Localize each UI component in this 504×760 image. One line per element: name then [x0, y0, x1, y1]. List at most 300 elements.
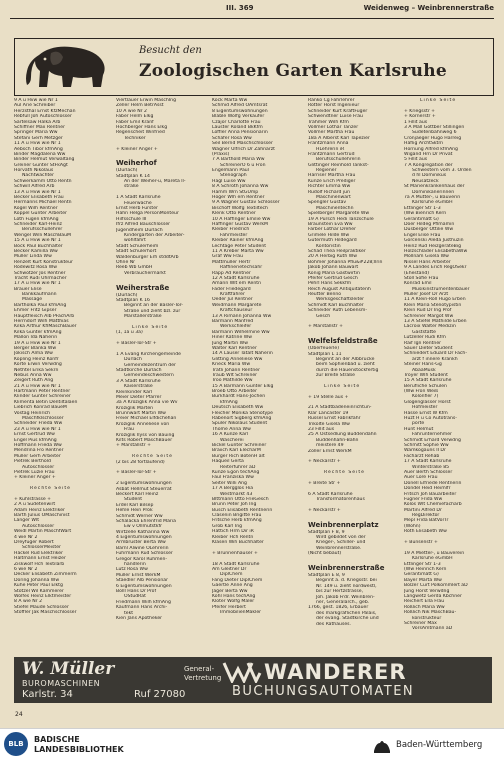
directory-line: Ifrz Alfred Bauschlosser [116, 222, 171, 228]
directory-line: Blttmann Otto FrieGesch [212, 496, 269, 502]
directory-line: 18 A Stadt Karlsruhe [212, 561, 260, 567]
directory-line: Rechte Seite [324, 470, 365, 476]
directory-line: Reeb Wb GmbH [116, 265, 153, 271]
directory-line: Bickel Günter Schreiner [212, 443, 267, 448]
wanderer-logo-icon [222, 661, 262, 683]
directory-line: 4 Eigentumswohnungen [116, 535, 172, 541]
directory-line: Deutsch Elisabeth Ww [212, 405, 264, 411]
directory-line: Wird gebildet von der [316, 535, 366, 541]
directory-line: Mattmüller Hertr [212, 259, 251, 265]
directory-line [116, 276, 208, 281]
directory-line: Stadtplan K 16 [116, 297, 150, 303]
directory-line: 3 A Stadt Karlsruhe [116, 378, 161, 384]
directory-line: Stadtplan L 11 [308, 351, 342, 357]
directory-line: Hattich Hrm Dir iR [212, 529, 254, 535]
directory-line: RegDirektor [412, 513, 440, 519]
directory-line: Kleiber Friedrich [212, 227, 250, 233]
directory-line: Lauster Roland BkKfm [212, 124, 263, 130]
directory-line: SchlosserMeister [22, 545, 61, 551]
directory-line: 17 A Bergglos Hia [212, 486, 254, 492]
directory-line: Aul Arie Schreiber [14, 103, 56, 109]
directory-line: SchreinerO 6 ü Fron [220, 162, 266, 168]
directory-line: 20 A Herbig Ruth Ww [308, 254, 358, 260]
directory-line: Trahmer Wilh Kfm [308, 119, 349, 125]
directory-line: Gesch [316, 313, 331, 319]
directory-line: Kleinkinder Karl [116, 389, 153, 395]
directory-line: Schiffner Max Rentner [14, 124, 65, 130]
directory-line: Barth Julius OMaschinist [14, 513, 70, 519]
directory-line: Doer Hildeg Pflmamin [404, 221, 455, 227]
directory-line: Gorcenski Aleda Justhuzin [404, 238, 464, 244]
directory-line: Beginnt an der Basler-Tor- [124, 303, 183, 309]
directory-line: Dominikanerinnen [412, 189, 455, 195]
directory-line: 9 A Wagner Gustav Schlosser [212, 200, 280, 206]
directory-line: Ohne Nr [116, 259, 136, 265]
directory-line: Ernst Gertrud Ww [14, 432, 55, 438]
directory-line: Sauer Dieter Student [404, 345, 453, 351]
directory-line: Schneider Ruth Lebensm- [308, 308, 368, 314]
directory-line: Gerantimatt G) [404, 572, 439, 578]
directory-line: Mepl Frida BatVorTr [404, 518, 449, 524]
directory-line: Facharzt Rehab [404, 453, 440, 459]
directory-line: 21 A ü Hvw wie Nr 1 [14, 383, 61, 389]
directory-line: Grob Karl Ing [212, 523, 243, 529]
directory-line: Faul Franziska Ww [212, 475, 254, 481]
directory-line: Erdel Karl Bilsep [116, 502, 154, 508]
directory-line: Renzelt Kurt Konstrukteur [14, 259, 73, 265]
directory-line: Fahrunternehmer [412, 432, 452, 438]
library-line-1: BADISCHE [34, 735, 80, 744]
directory-line: Klein Rud Dr Ing Prof [404, 308, 452, 314]
directory-line: Aebsch Tibor kfmAng [14, 146, 63, 152]
directory-line: Rüssel Ernst Fabrikfahr [308, 416, 361, 422]
directory-line: Hiner Katrine Ww [212, 335, 253, 341]
directory-line: Hunt Helmut [404, 426, 434, 432]
directory-line: Feuerwache [124, 200, 152, 206]
directory-line: (1, 1a u 3a) [116, 330, 143, 336]
directory-line: Walter Karl Rentner [212, 345, 257, 351]
directory-line: Kuhe Peter Paul Elktg [14, 583, 63, 589]
directory-line: + Kleiner Anger + [116, 146, 158, 152]
directory-line: Haffinger Gustav WerkM [212, 221, 268, 227]
directory-line: Zeigert Ruth Ang [14, 378, 54, 384]
directory-line: Autoschlosser [22, 464, 55, 470]
directory-line: 21 A Stadtbadeneinrichtun- [308, 405, 372, 411]
directory-line: bis zur Hertzstrasse, [316, 589, 364, 595]
directory-line: Hartmann Peter Rentner [14, 389, 71, 395]
directory-line: Engel Elise Frau [404, 232, 441, 238]
directory-line: Kroziglik Anneliese von [116, 421, 170, 427]
directory-line: Raif Ign Rentner [404, 340, 442, 346]
directory-line: Fritsche Herb kfmAng [212, 518, 262, 524]
directory-line: Linke Seite [324, 383, 361, 389]
directory-line: + 19 Stelle aus + [308, 394, 349, 400]
directory-line: Binder Helmut Verwaltang [14, 157, 75, 163]
directory-line: Berger Blanka Ww [14, 345, 57, 351]
directory-line: straße [124, 184, 139, 190]
directory-line: Oeder Jul Rentner [212, 297, 253, 303]
directory-line: Stenograph [220, 173, 247, 179]
directory-line: Graf Ww Frau [212, 254, 244, 260]
directory-line: Rotter Horst Ingenieur [308, 103, 360, 109]
directory-line: Martini Alfred Dr [404, 507, 442, 513]
directory-line: Faber Helm Elkg [116, 114, 154, 120]
directory-line: Rapp Ad Rentner [212, 270, 251, 276]
directory-line: Berufsschullehrerin [316, 157, 361, 163]
mueller-address: Karlstr. 34 [22, 689, 73, 700]
directory-line: Busch Elisabeth Rentnerin [212, 507, 273, 513]
directory-line: des Rathauses. [316, 621, 352, 627]
directory-line: Müller Linda Ww [14, 254, 52, 260]
directory-line: 9 A Landes Erich RegOSekr [404, 265, 467, 271]
directory-line: + Basler-Tor-Str + [116, 470, 157, 476]
directory-line: Langer Wlt [14, 518, 39, 524]
directory-line: + Marstallstr + [308, 324, 343, 330]
directory-line: Köppel Günter Arbeiter [14, 211, 67, 217]
directory-line: 19 A Pursch Hedi Tanzschule [308, 216, 374, 222]
directory-line: Kilts Robert MaschBauer [116, 438, 173, 444]
directory-line: Schad Thea Heilpraktiker [308, 248, 366, 254]
directory-line: Lutzeller Rudi Kfm [404, 335, 446, 341]
directory-line: Frantzmann Gertrud [308, 151, 355, 157]
directory-line: Bölll Hans Dr Prof [116, 588, 157, 594]
directory-line: Hofmeister [412, 405, 438, 411]
directory-line: 19 A Mietter-, u Bauverein [404, 550, 465, 556]
directory-line: Rößlich Nik MaschBau- [404, 610, 457, 616]
directory-line: Armbruster Berta Ww [116, 540, 166, 546]
directory-line: Mollnam Gisela Ww [404, 254, 449, 260]
directory-line: Kontoristin [316, 243, 341, 249]
blb-logo[interactable]: BLB [4, 732, 28, 756]
directory-line: Pfeifer Gertrud Gesch [308, 275, 358, 281]
directory-line: durch die Hauenstockfertig [316, 367, 379, 373]
directory-line: Ranko Cg Fahrlehrer [308, 98, 355, 103]
directory-line: Bärmann Manfred [212, 319, 254, 325]
directory-line: Stoll Sofie Frau [404, 275, 439, 281]
directory-line: Stadtplan F 8, 9 [308, 529, 345, 535]
directory-columns [14, 98, 496, 653]
directory-line: (Nicht bebaut) [308, 551, 342, 557]
directory-line: Sartelsaw Halka Arb [14, 119, 61, 125]
directory-line [308, 513, 400, 518]
directory-line: 6 A Stadt Karlsruhe [308, 491, 353, 497]
wanderer-brand: WANDERER [264, 660, 407, 684]
directory-line: Holzschläder ElisabethaWw [404, 248, 468, 254]
directory-line: Berufliche Schulen [404, 383, 447, 389]
header-rule [10, 18, 494, 19]
directory-line: Straße und zieht bzl. zur [124, 308, 181, 314]
directory-line: + Basler-Tor-Str + [116, 341, 157, 347]
library-line-2: LANDESBIBLIOTHEK [34, 745, 124, 754]
directory-line: Maschinenwart [316, 195, 351, 201]
page-number: 24 [15, 711, 23, 718]
directory-line: 8 A wie Nr 2 [14, 599, 43, 605]
mueller-phone: Ruf 27080 [134, 689, 186, 700]
directory-line: Brauer Elise [14, 286, 42, 292]
directory-line: 1 A Stadt Karlsruhe [116, 195, 161, 201]
directory-line: AbaaMüsk [412, 367, 436, 373]
directory-line: Rechte Seite [132, 454, 173, 460]
directory-line: Stötzel Wil Kämmerer [14, 588, 64, 594]
directory-line: Vostag Heinrich [14, 410, 51, 416]
directory-line: Cronjaeger Hugo Harreig [404, 135, 462, 141]
directory-line: Stöffler Jak Maschschlosser [14, 610, 77, 616]
directory-line: Klein Maria Stenotypistin [404, 302, 462, 308]
directory-line: Jung Martin Ww [212, 340, 248, 346]
directory-line: porte [412, 421, 425, 427]
directory-line: Stadtplan E 8, 9 [308, 573, 345, 579]
directory-line: Braiich Karl ElecharM [212, 448, 261, 454]
directory-line: Schneider Kurt KraftFüger [308, 108, 368, 114]
directory-line: Weinbrennerstraße [308, 564, 385, 573]
column-4 [308, 98, 400, 653]
directory-line: Köck Marta Ww [212, 98, 248, 103]
directory-line: wohlfahrt [124, 238, 146, 244]
directory-line: 8 Eigentumswohnungen [212, 108, 268, 114]
directory-line: kfmAng [220, 399, 238, 405]
directory-line: Weidmann Margarete [212, 302, 262, 308]
directory-line: Klenk Otto Rentner [212, 211, 256, 217]
directory-line: Zöller Ernst WerkM [308, 448, 352, 454]
directory-line: Krieger-, Schiller- und [316, 540, 366, 546]
directory-line: Hoffmann Frieda Ww [14, 443, 62, 448]
directory-line: Dusberger Ottilie Ww [404, 227, 454, 233]
directory-line: Wäscherei [220, 437, 244, 443]
directory-line: Troyer Wlh Student [404, 372, 448, 378]
directory-line: HLehrerin iR [316, 146, 345, 152]
directory-line: Steiner Hans-Gg [404, 362, 442, 368]
mueller-brand: W. Müller [22, 659, 115, 679]
directory-line: Häflig ArchtSktrn [404, 141, 444, 147]
directory-line: (Wohn) [404, 523, 421, 529]
directory-line: Schmitt Sophie Ww [404, 443, 449, 448]
directory-line: St Marienkrankenhaus der [404, 184, 465, 190]
directory-line: arzt f innere Krankh [412, 356, 458, 362]
directory-line: 10 A wie Nr 2 [116, 108, 147, 114]
directory-line: 15 A ü Hvw wie Nr 1 [14, 238, 61, 244]
directory-line: Zeller Helm BetrAsst [116, 103, 164, 109]
directory-line: Hahn Helga PersonMonteur [116, 211, 179, 217]
directory-line: Regiener [316, 168, 337, 174]
directory-line: Schmidt Karl Buchhalter [308, 302, 364, 308]
directory-line: Langwetz Gerda Kbchner [404, 593, 462, 599]
directory-line: Becker Kamilla Ww [14, 248, 58, 254]
directory-line: Ernst Herb Fürster [116, 206, 158, 212]
directory-line: Müller Ernst WerkM [116, 572, 161, 578]
directory-line: Lechtage Peter Student [212, 243, 267, 249]
directory-line: Klinder Günter Schreiner [14, 394, 71, 400]
directory-line: Grimele Hilde Ww [308, 232, 350, 238]
directory-line: Hamm Wrn StGUmp [212, 189, 259, 195]
directory-line: Barnl Alwine OLehrerin [116, 545, 169, 551]
directory-line: Werksgeschäftsleiter [316, 297, 365, 303]
directory-line: beim Sophienbad u. zieht [316, 362, 375, 368]
directory-line: Müller Gerh Arbeiter [14, 453, 61, 459]
directory-line: Greiner Günter StFkAgt [14, 162, 68, 168]
directory-line: des markgräflichen Palais, [316, 610, 377, 616]
directory-line: Wagner Ulfrich Dr Zahnarzt [212, 146, 275, 152]
directory-line: 5 Fillit aus [404, 157, 428, 163]
directory-line: Klimenta Betin Dentiltalaen [14, 399, 78, 405]
directory-line: Springer Maria Ww [14, 130, 58, 136]
directory-line: Am Gleitner Dr [212, 566, 247, 572]
directory-line: Kraftfahrer [220, 292, 245, 298]
directory-line: Faber Emil Kranf [116, 119, 154, 125]
directory-line: Thome Anna Ww [212, 426, 251, 432]
directory-line: Böck Paul Buchhalter [14, 243, 63, 249]
directory-line: Brunnwart Martin Ww [116, 411, 166, 417]
directory-line: Schwill Alfred Arb [14, 184, 55, 190]
directory-line: 11 A Klein-Röll Hugo Erben [404, 297, 466, 303]
directory-line: Weiherstraße [116, 283, 170, 292]
directory-line: 8 A Schroth Johanna Ww [212, 184, 269, 190]
directory-line: Nethtel Erika Sekrn [14, 367, 59, 373]
general-line-1: General- [184, 665, 215, 673]
directory-line: Weinbrennerstraße. [316, 545, 362, 551]
booking-machines-label: BUCHUNGSAUTOMATEN [232, 684, 415, 699]
directory-line: Verbrauchermarkt [124, 270, 166, 276]
directory-line: Gaertle Anne Ang [212, 583, 253, 589]
directory-line: Vollmer Martha Frau [308, 130, 355, 136]
directory-line: Wigand Hrn Dr Privat [404, 151, 453, 157]
directory-line: Stadtkirche Durlach [116, 367, 162, 373]
directory-line: (Oberfeuerle) [308, 346, 340, 352]
directory-line: Schwötzer Jos Rentner [14, 270, 66, 276]
directory-line: Rabenort Sigberg kfmAng [212, 416, 272, 422]
directory-line: Beckert Karl Heinz [116, 491, 159, 497]
office-machines-label: BUROMASCHINEN [22, 679, 101, 688]
directory-line: Klar Lancaster 19 [308, 410, 349, 416]
directory-line: Meier Dieter Pfarrer [116, 394, 162, 400]
directory-line: Durlach [124, 357, 142, 363]
directory-line: Frantzmann Anna [308, 141, 349, 147]
directory-line: Schreiner Max [404, 620, 437, 626]
mueller-block [22, 659, 222, 701]
directory-line: Kindergarten der Arbeiter- [124, 232, 185, 238]
directory-line: Westmarkt 43 [220, 491, 253, 497]
directory-line: Weinbrennerplatz [308, 520, 379, 529]
directory-line: Pietrek Luzie Frau [14, 469, 55, 475]
directory-line: Rodewitz Rosa Ww [14, 265, 58, 271]
directory-line: Schniedert Eduard Dr Fach- [404, 351, 468, 357]
directory-line: Seiter Willi Ang [212, 480, 247, 486]
directory-line [116, 152, 208, 157]
directory-line: Friedmann Wilh kfmAng [116, 599, 171, 605]
directory-line [308, 557, 400, 562]
directory-line: An der Weiher-u, Mareta ll- [124, 179, 186, 185]
directory-line: + Kleiner Anger + [14, 475, 56, 481]
directory-line: Winterstraße 85 [412, 464, 450, 470]
viewer-footer [0, 728, 504, 760]
directory-line: 23 Fillit aus [308, 427, 335, 433]
directory-line: Kraftchauseur [220, 308, 253, 314]
directory-line: Hilfsschule III [116, 216, 147, 222]
directory-line: Kunze Erich Prediger [308, 178, 356, 184]
directory-line: Weiherhof [116, 159, 157, 168]
directory-line: Fritsch Joh Bauarbeiter [404, 491, 457, 497]
directory-line: Kleiber Rainer kfmAng [212, 238, 264, 244]
directory-line: (Durlach) [116, 168, 138, 174]
directory-line: Herrndorf Wilh Matthias [14, 319, 69, 325]
directory-line: Welfelsfeldstraße [308, 337, 378, 346]
directory-line: Nr. 149 u. zieht nordwestl, [316, 583, 377, 589]
directory-line: Becker Elisabeth Frau [14, 195, 64, 201]
directory-line: Hauptfleisch Alb PFachArb [14, 313, 75, 319]
directory-line: Vollmer Lothar Tänzer [308, 124, 359, 130]
directory-line: 7 A Barthold Maria Ww [212, 157, 265, 163]
directory-line: Ettlinger Str 1-3 [404, 561, 441, 567]
directory-line: Jung Horst Verwdng [404, 588, 450, 594]
directory-line: Engel Pius kfmAng [14, 437, 57, 443]
directory-line: Löffler Anna Pensionärin [212, 130, 268, 136]
directory-line: Hasse Ernst W Kfm [404, 410, 448, 416]
directory-line: Jugendheim Durlach [116, 227, 163, 233]
directory-line: (Ehestand) [404, 270, 430, 276]
directory-line: (Durlach) [116, 292, 138, 298]
directory-line: Broeb Otto Arbeiter [212, 389, 258, 395]
directory-line: 3 A Mall Gottber Stillingen [404, 124, 465, 130]
directory-line: Böhmer Johanna Pflu&#228;llrin [308, 259, 383, 265]
directory-line: Ew v Ollmütstkfr [124, 524, 163, 530]
elephant-icon [21, 43, 113, 91]
directory-line: Fügner Frida Ww [404, 496, 443, 502]
directory-line: Harriser Martha Frau [308, 173, 356, 179]
directory-line: Kögel Wilh Rentner [14, 205, 58, 211]
directory-line: Nissel Hans Arbeiter [404, 259, 451, 265]
directory-line: Kleiber Hch Rentn [212, 534, 254, 540]
directory-line: 18a A Alberst Karl Tapezier [308, 135, 370, 141]
directory-line: Klasen Wih Buchhalter [212, 540, 264, 546]
directory-line: 13 A ü Hvw wie Nr 1 [14, 189, 61, 195]
directory-line: + Bunsenstr + [404, 540, 438, 546]
directory-line: Fleicher Monika Stenotype [212, 410, 273, 416]
directory-line: 2 Eigentumswohnungen [116, 481, 172, 487]
directory-line: Engelmann Paul [212, 168, 249, 174]
directory-line: 13 A Stiefel Mathilde Erben [404, 319, 467, 325]
directory-line: (Ww Heinrich Kern [404, 566, 447, 572]
directory-line: Frau [124, 427, 134, 433]
directory-line: Waldenburger Erh stddtArb [116, 254, 179, 260]
directory-line: Kopling Heinz Konfr [14, 356, 59, 362]
directory-line: Weidl Martin MaschfWart [14, 529, 72, 535]
directory-line: Buddenhahn-Bahn [316, 437, 359, 443]
library-name[interactable] [34, 735, 124, 755]
directory-line: + Brunnenhauser + [212, 550, 258, 556]
directory-line: Schmidt Erhard Verwdng [404, 437, 461, 443]
directory-line: 3a A Kroziglik Anna vie Wv [116, 400, 178, 406]
directory-line: Rechte Seite [30, 486, 71, 492]
directory-line: Rudolf Richard jun [308, 189, 350, 195]
directory-line: (Ww Bienrich Kern [404, 211, 447, 217]
directory-line: Höger Wlh em Rentner [212, 195, 265, 201]
directory-line: Tratli Johann Rentner [212, 367, 260, 373]
directory-line: Kilka Arthur KflMaschBauer [14, 324, 77, 330]
directory-line: Asbat Hellmut Steuerrat [116, 486, 172, 492]
directory-line: Nachtwächter [22, 173, 55, 179]
directory-line: 1 Fillit aus [404, 119, 428, 125]
directory-line: 6 Eigentumswohnungen [116, 583, 172, 589]
directory-line: Mendrina Fro Rentner [14, 448, 64, 454]
directory-line: Kolonfier 7) [412, 394, 439, 400]
directory-line: Maschfklschlosser [22, 416, 64, 422]
state-name[interactable]: Baden-Württemberg [396, 740, 483, 750]
general-representation [184, 665, 221, 683]
directory-line: Haltmann Ernst Heizer [14, 556, 66, 562]
wanderer-advertisement [14, 657, 492, 703]
directory-line: Dondel Heid Heimlfr [404, 486, 451, 492]
directory-line: Wirtzelle Katharina Ww [116, 529, 170, 535]
directory-line: 2 A ü Sudetenwirt [14, 502, 56, 508]
